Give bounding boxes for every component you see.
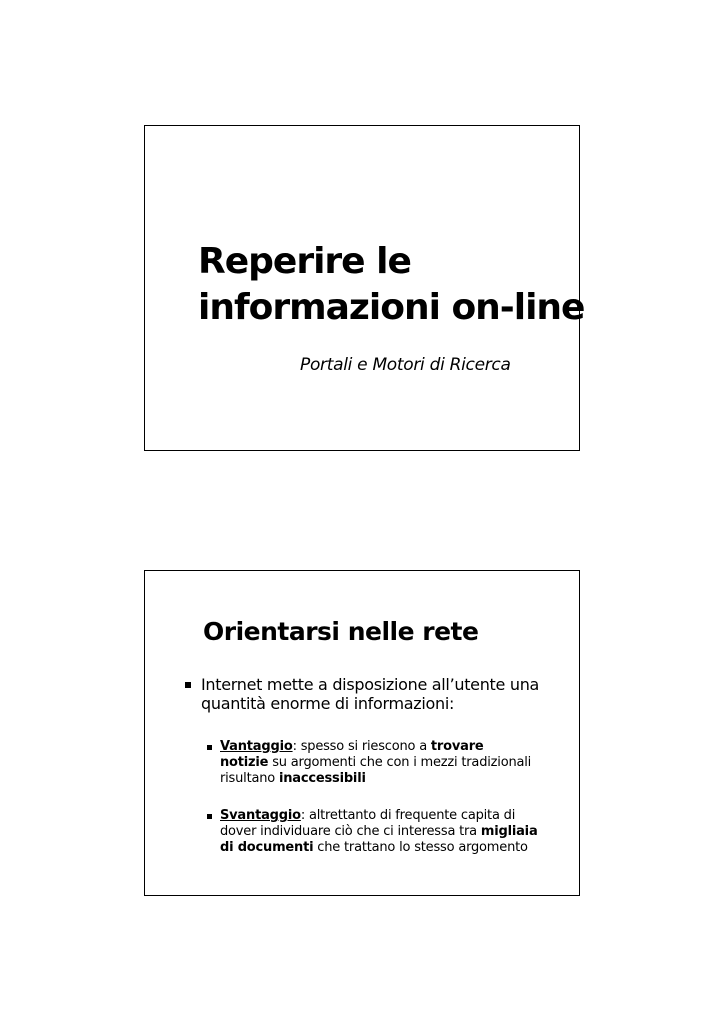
svantaggio-line-2 xyxy=(220,824,567,840)
svantaggio-label: Svantaggio xyxy=(220,808,301,823)
vantaggio-bold-trovare: trovare xyxy=(430,739,484,754)
vantaggio-text-2: su argomenti che con i mezzi tradizionali xyxy=(268,755,532,770)
sub-bullet-svantaggio-text xyxy=(220,808,567,856)
svantaggio-bold-documenti: di documenti xyxy=(220,840,314,855)
bullet-internet-line-2: quantità enorme di informazioni: xyxy=(201,694,455,713)
svantaggio-colon-text: : altrettanto di frequente capita di xyxy=(300,808,516,823)
slide-1-title xyxy=(198,239,585,331)
sub-bullet-vantaggio-text xyxy=(220,739,567,787)
bullet-internet-text xyxy=(201,675,565,713)
vantaggio-line-3 xyxy=(220,771,567,787)
vantaggio-line-2 xyxy=(220,755,567,771)
slide-1-subtitle: Portali e Motori di Ricerca xyxy=(300,355,511,375)
slide-1-title-line-2: informazioni on-line xyxy=(198,287,585,328)
square-bullet-icon xyxy=(207,745,212,750)
square-bullet-icon xyxy=(207,814,212,819)
vantaggio-line-1 xyxy=(220,739,567,755)
slide-2 xyxy=(144,570,580,896)
vantaggio-colon-text: : spesso si riescono a xyxy=(292,739,431,754)
vantaggio-bold-notizie: notizie xyxy=(220,755,269,770)
svantaggio-text-3: che trattano lo stesso argomento xyxy=(313,840,528,855)
sub-bullet-svantaggio xyxy=(207,808,567,856)
svantaggio-text-2: dover individuare ciò che ci interessa tra xyxy=(220,824,481,839)
vantaggio-bold-inaccessibili: inaccessibili xyxy=(278,771,366,786)
bullet-internet xyxy=(185,675,565,713)
vantaggio-text-3: risultano xyxy=(220,771,279,786)
slide-2-title: Orientarsi nelle rete xyxy=(203,617,479,646)
vantaggio-label: Vantaggio xyxy=(220,739,293,754)
sub-bullet-vantaggio xyxy=(207,739,567,787)
slide-1-title-line-1: Reperire le xyxy=(198,241,411,282)
square-bullet-icon xyxy=(185,682,191,688)
slide-1 xyxy=(144,125,585,451)
svantaggio-line-3 xyxy=(220,840,567,856)
svantaggio-bold-migliaia: migliaia xyxy=(480,824,538,839)
bullet-internet-line-1: Internet mette a disposizione all’utente una xyxy=(201,675,540,694)
svantaggio-line-1 xyxy=(220,808,567,824)
